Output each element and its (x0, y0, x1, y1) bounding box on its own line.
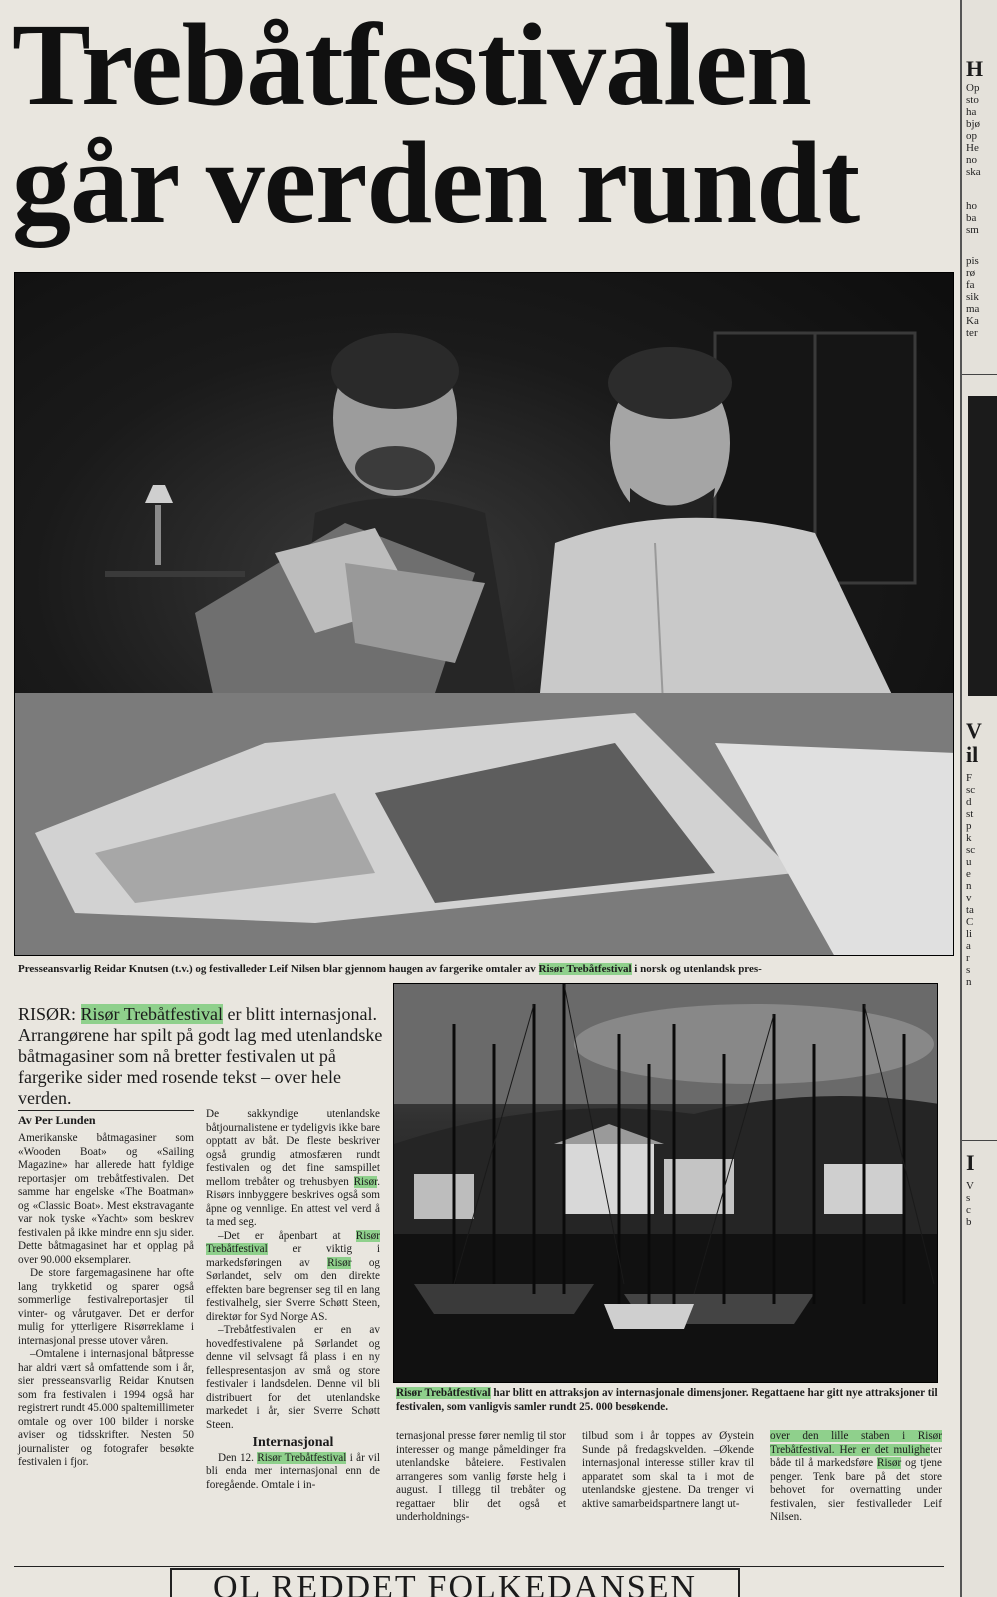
paragraph: Amerikanske båtmagasiner som «Wooden Boat» og «Sailing Magazine» har allerede hatt fyldige reportasjer om trebåtfestivalen. Det samme har engelske «The Boatman» og «Classic Boat». Mest ekstravagante var nok tyske «Yacht» som beskrev festivalen på ikke mindre enn sju sider. Dette båtmagasinet har et opplag på over 90.000 eksemplarer. (18, 1132, 194, 1266)
side-text-fragment: ha (966, 106, 977, 118)
side-text-fragment: sc (966, 844, 976, 856)
text: og Sørlandet, selv om den direkte effekten bare begrenser seg til en lang festivalhelg, sier Sverre Schøtt Steen, direktør for Syd Norge AS. (206, 1256, 381, 1323)
top-photo (14, 272, 954, 956)
paragraph (206, 1452, 380, 1493)
text: . Risørs innbyggere beskrives også som åpne og vennlige. En attest vel verd å ta med seg. (206, 1175, 380, 1228)
side-text-fragment: st (966, 808, 974, 820)
divider (14, 1566, 944, 1567)
paragraph: De store fargemagasinene har ofte lang trykketid og sparer også sommerlige festivalreportasjer til vinter- og vårutgaver. Det er derfor mulig for ytterligere Risørreklame i internasjonal presse utover våren. (18, 1267, 194, 1347)
highlight: Risør (327, 1256, 352, 1269)
paragraph (206, 1108, 380, 1230)
side-text-fragment: s (966, 1192, 971, 1204)
subheading: Internasjonal (252, 1435, 334, 1450)
side-text-fragment: ta (966, 904, 974, 916)
caption-text: har blitt en attraksjon av internasjonale dimensjoner. Regattaene har gitt nye attraksjoner til festivalen, som vanligvis samler rundt 25. 000 besøkende. (396, 1387, 938, 1413)
side-text-fragment: k (966, 832, 972, 844)
highlight: Risør (876, 1457, 902, 1469)
paragraph: –Trebåtfestivalen er en av hovedfestivalene på Sørlandet og denne vil selvsagt få plass i en ny fellespresentasjon av små og store festivaler i landsdelen. Denne vil bli distribuert for det utenlandske markedet i år, sier Sverre Schøtt Steen. (206, 1324, 380, 1431)
side-text-fragment: d (966, 796, 972, 808)
article-column-2 (206, 1108, 380, 1492)
byline: Av Per Lunden (18, 1110, 194, 1128)
text: De sakkyndige utenlandske båtjournalistene er tydeligvis ikke bare opptatt av båt. De fleste beskriver også grundig atmosfæren rundt festivalen og det fine samspillet mellom trebåter og trehusbyen (206, 1108, 380, 1188)
side-text-fragment: li (966, 928, 973, 940)
side-text-fragment: v (966, 892, 972, 904)
side-text-fragment: sto (966, 94, 979, 106)
side-text-fragment: sik (966, 291, 979, 303)
adjacent-column-strip (960, 0, 997, 1597)
highlight: Risør (353, 1175, 378, 1188)
side-text-fragment: bjø (966, 118, 981, 130)
headline-line-2: går verden rundt (12, 117, 860, 248)
side-text-fragment: p (966, 820, 972, 832)
text: og tjene penger. Tenk bare på det store behovet for overnatting under festivalen, sier festivalleder Leif Nilsen. (770, 1457, 942, 1523)
side-text-fragment: F (966, 772, 973, 784)
side-text-fragment: ter (966, 327, 978, 339)
side-text-fragment: C (966, 916, 974, 928)
side-text-fragment: s (966, 964, 971, 976)
side-text-fragment: pis (966, 255, 979, 267)
paragraph: –Omtalene i internasjonal båtpresse har aldri vært så omfattende som i år, sier presseansvarlig Reidar Knutsen som fra festivalen i 1994 også har registrert rundt 45.000 spaltemillimeter omtale og over 100 bilder i norske aviser og tidsskrifter. Nesten 50 journalister og fotografer besøkte festivalen i fjor. (18, 1348, 194, 1468)
highlight: Risør Trebåtfestival (257, 1451, 347, 1464)
harbor-photo-drawing (394, 984, 938, 1383)
side-text-fragment: c (966, 1204, 971, 1216)
highlight: Risør Trebåtfestival (206, 1229, 380, 1255)
harbor-photo-caption (396, 1386, 944, 1414)
side-text-fragment: b (966, 1216, 972, 1228)
side-text-fragment: no (966, 154, 977, 166)
side-heading: I (966, 1150, 975, 1175)
side-text-fragment: op (966, 130, 977, 142)
side-heading: H (966, 56, 984, 81)
headline-line-1: Trebåtfestivalen (12, 0, 811, 130)
text: Den 12. (218, 1451, 258, 1464)
caption-highlight: Risør Trebåtfestival (396, 1387, 491, 1399)
top-photo-caption (18, 962, 958, 976)
paragraph (206, 1230, 380, 1325)
lead-text: er blitt internasjonal. Arrangørene har spilt på godt lag med utenlandske båtmagasiner som nå bretter festivalen ut på fargerike sider med rosende tekst – over hele verden. (18, 1004, 383, 1108)
side-text-fragment: ska (966, 166, 981, 178)
side-heading: il (966, 742, 979, 767)
side-text-fragment: He (966, 142, 979, 154)
side-text-fragment: Ka (966, 315, 979, 327)
text: i år vil bli enda mer internasjonal enn de foregående. Omtale i in- (206, 1451, 380, 1491)
next-article-headline: OL REDDET FOLKEDANSEN (170, 1568, 740, 1597)
caption-text-end: i norsk og utenlandsk pres- (631, 963, 762, 975)
article-column-3: ternasjonal presse fører nemlig til stor interesser og mange påmeldinger fra utenlandske båteiere. Festivalen arrangeres som vanlig første helg i august. I tillegg til trebåter og regattaer blir det også et underholdnings- (396, 1430, 566, 1523)
side-text-fragment: ba (966, 212, 977, 224)
article-column-1 (18, 1132, 194, 1470)
side-text-fragment: e (966, 868, 971, 880)
side-heading: V (966, 718, 982, 743)
lead-highlight: Risør Trebåtfestival (80, 1004, 224, 1024)
side-text-fragment: n (966, 880, 972, 892)
side-text-fragment: r (966, 952, 970, 964)
harbor-photo (393, 983, 938, 1383)
top-photo-drawing (15, 273, 954, 956)
article-column-5 (770, 1430, 942, 1525)
side-photo (968, 396, 997, 696)
text: er viktig i markedsføringen av (206, 1243, 380, 1269)
lead-paragraph (18, 1004, 392, 1109)
side-text-fragment: Op (966, 82, 980, 94)
text: –Det er åpenbart at (218, 1229, 356, 1242)
side-text-fragment: ho (966, 200, 977, 212)
lead-place: RISØR: (18, 1004, 81, 1024)
side-text-fragment: a (966, 940, 971, 952)
headline (12, 0, 942, 248)
side-text-fragment: sm (966, 224, 979, 236)
side-text-fragment: ma (966, 303, 980, 315)
side-text-fragment: rø (966, 267, 976, 279)
article-column-4: tilbud som i år toppes av Øystein Sunde på fredagskvelden. –Økende internasjonal interesse stiller krav til apparatet som skal ta i mot de utenlandske gjestene. Da trenger vi aktive samarbeidspartnere langt ut- (582, 1430, 754, 1510)
text: ter både til å markedsføre (770, 1443, 942, 1469)
side-text-fragment: fa (966, 279, 975, 291)
side-text-fragment: u (966, 856, 972, 868)
caption-highlight: Risør Trebåtfestival (538, 963, 632, 975)
highlight: over den lille staben i Risør Trebåtfestival. Her er det mulighe (770, 1430, 942, 1456)
divider (962, 374, 997, 375)
divider (962, 1140, 997, 1141)
side-text-fragment: sc (966, 784, 976, 796)
side-text-fragment: V (966, 1180, 974, 1192)
side-text-fragment: n (966, 976, 972, 988)
caption-text: Presseansvarlig Reidar Knutsen (t.v.) og festivalleder Leif Nilsen blar gjennom haugen av fargerike omtaler av (18, 963, 539, 975)
